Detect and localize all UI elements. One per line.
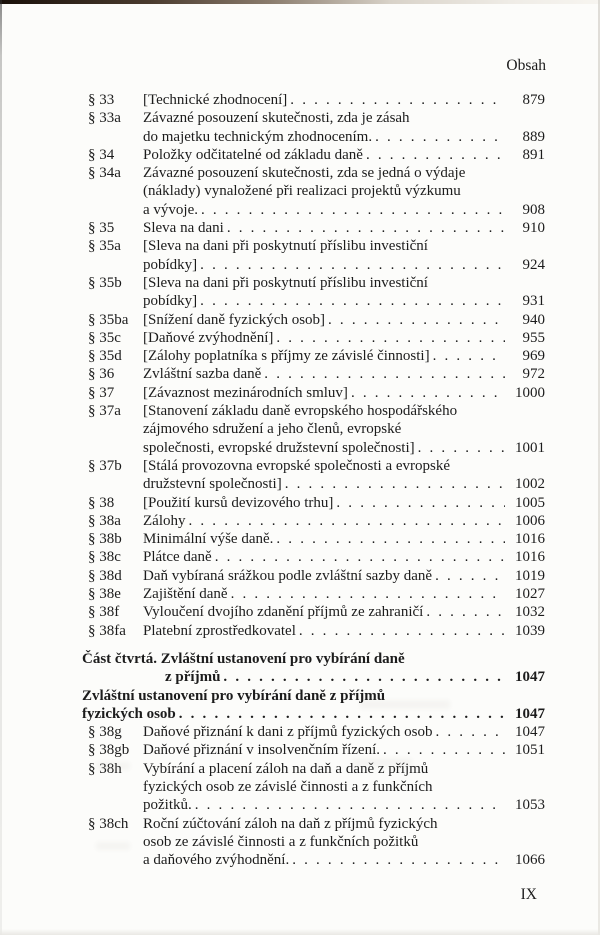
toc-entry: [82, 91, 545, 109]
entry-body: [143, 402, 545, 457]
entry-body: [82, 650, 545, 687]
entry-line: [143, 219, 545, 237]
dot-leader: [276, 329, 505, 347]
dot-leader: [231, 585, 505, 603]
dot-leader: [292, 851, 505, 869]
entry-body: [143, 494, 545, 512]
entry-title-text: [Sleva na dani při poskytnutí příslibu investiční: [143, 238, 428, 255]
entry-page-number: 1047: [515, 724, 545, 741]
entry-body: [143, 91, 545, 109]
scan-bleedthrough-artifact: [352, 758, 412, 767]
entry-line: [143, 109, 545, 127]
entry-title-text: společnosti, evropské družstevní společnosti]: [143, 439, 415, 456]
entry-page-number: 1047: [515, 669, 545, 686]
entry-page-number: 1039: [515, 622, 545, 639]
section-label: § 35c: [88, 329, 121, 346]
entry-line: [143, 256, 545, 274]
entry-line: [143, 237, 545, 255]
entry-line: [143, 833, 545, 851]
toc-entry: [82, 109, 545, 146]
entry-title-text: Sleva na dani: [143, 220, 224, 237]
dot-leader: [264, 365, 505, 383]
scan-edge-bottom: [0, 929, 600, 935]
entry-title-text: [Stanovení základu daně evropského hospodářského: [143, 403, 458, 420]
entry-body: [143, 622, 545, 640]
entry-title-text: Vyloučení dvojího zdanění příjmů ze zahraničí: [143, 604, 424, 621]
dot-leader: [351, 384, 505, 402]
entry-page-number: 1027: [515, 586, 545, 603]
entry-page-number: 910: [522, 220, 545, 237]
entry-title-text: Zajištění daně: [143, 586, 228, 603]
entry-page-number: 1032: [515, 604, 545, 621]
entry-line: [143, 439, 545, 457]
entry-line: [143, 274, 545, 292]
entry-body: [143, 311, 545, 329]
section-label: § 35a: [88, 238, 121, 255]
toc-part-heading: [82, 650, 545, 687]
running-header: [0, 0, 600, 75]
dot-leader: [366, 146, 505, 164]
dot-leader: [418, 439, 505, 457]
dot-leader: [201, 201, 505, 219]
entry-line: [143, 91, 545, 109]
entry-line: [143, 201, 545, 219]
entry-body: [143, 347, 545, 365]
entry-body: [143, 164, 545, 219]
entry-page-number: 924: [522, 256, 545, 273]
toc-entry: [82, 219, 545, 237]
entry-page-number: 1053: [515, 797, 545, 814]
entry-line: [143, 796, 545, 814]
entry-title-text: zájmového sdružení a jeho členů, evropské: [143, 421, 402, 438]
entry-title-text: fyzických osob ze závislé činnosti a z funkčních: [143, 778, 433, 795]
section-label: § 38d: [88, 567, 122, 584]
section-label: § 38ch: [88, 815, 129, 832]
entry-line: [143, 778, 545, 796]
entry-line: [82, 650, 545, 668]
running-header-title: Obsah: [506, 57, 546, 74]
entry-line: [143, 548, 545, 566]
entry-title-text: pobídky]: [143, 293, 198, 310]
section-label: § 38gb: [88, 742, 130, 759]
entry-body: [143, 741, 545, 759]
entry-line: [143, 475, 545, 493]
toc-entry: [82, 146, 545, 164]
entry-page-number: 889: [522, 128, 545, 145]
entry-page-number: 1016: [515, 531, 545, 548]
scan-bleedthrough-artifact: [96, 762, 130, 770]
section-label: § 38e: [88, 586, 121, 603]
entry-line: [82, 687, 545, 705]
entry-title-text: pobídky]: [143, 256, 198, 273]
section-label: § 34a: [88, 165, 121, 182]
section-label: § 35b: [88, 274, 122, 291]
entry-page-number: 1051: [515, 742, 545, 759]
page-number: IX: [520, 886, 537, 904]
section-label: § 38c: [88, 549, 121, 566]
entry-line: [82, 668, 545, 686]
dot-leader: [200, 256, 505, 274]
section-label: § 33: [88, 92, 115, 108]
dot-leader: [285, 475, 505, 493]
toc-entry: [82, 311, 545, 329]
entry-line: [143, 365, 545, 383]
toc-entry: [82, 274, 545, 311]
entry-title-text: [Stálá provozovna evropské společnosti a evropské: [143, 457, 450, 474]
scan-bleedthrough-artifact: [96, 842, 130, 850]
entry-body: [143, 329, 545, 347]
dot-leader: [426, 603, 505, 621]
entry-title-text: Daň vybíraná srážkou podle zvláštní sazby daně: [143, 567, 433, 584]
entry-page-number: 1006: [515, 512, 545, 529]
dot-leader: [299, 622, 505, 640]
entry-body: [143, 274, 545, 311]
entry-line: [143, 494, 545, 512]
entry-page-number: 972: [522, 366, 545, 383]
entry-title-text: [Závaznost mezinárodních smluv]: [143, 384, 348, 401]
toc-entry: [82, 347, 545, 365]
page-footer: [0, 885, 537, 904]
entry-line: [143, 622, 545, 640]
section-label: § 37b: [88, 457, 122, 474]
toc-entry: [82, 384, 545, 402]
entry-line: [143, 723, 545, 741]
entry-line: [143, 512, 545, 530]
section-label: § 37: [88, 384, 115, 401]
toc-entry: [82, 365, 545, 383]
dot-leader: [195, 796, 505, 814]
entry-title-text: Platební zprostředkovatel: [143, 622, 296, 639]
entry-title-text: Zvláštní ustanovení pro vybírání daně z příjmů: [82, 687, 386, 704]
entry-page-number: 940: [522, 311, 545, 328]
entry-page-number: 1001: [515, 439, 545, 456]
entry-title-text: osob ze závislé činnosti a z funkčních požitků: [143, 833, 419, 850]
entry-page-number: 1000: [515, 384, 545, 401]
entry-title-text: [Daňové zvýhodnění]: [143, 329, 274, 346]
dot-leader: [435, 567, 505, 585]
entry-title-text: Roční zúčtování záloh na daň z příjmů fyzických: [143, 815, 438, 832]
section-label: § 38h: [88, 760, 122, 777]
scan-edge-left: [0, 0, 2, 935]
entry-title-text: z příjmů: [165, 669, 221, 686]
entry-line: [143, 603, 545, 621]
toc-entry: [82, 530, 545, 548]
entry-body: [143, 567, 545, 585]
entry-line: [143, 760, 545, 778]
entry-page-number: 969: [522, 348, 545, 365]
section-label: § 37a: [88, 403, 121, 420]
entry-line: [143, 329, 545, 347]
entry-title-text: družstevní společnosti]: [143, 476, 282, 493]
toc-entry: [82, 567, 545, 585]
entry-body: [143, 512, 545, 530]
entry-title-text: Daňové přiznání v insolvenčním řízení.: [143, 742, 381, 759]
entry-body: [143, 815, 545, 870]
entry-title-text: požitků.: [143, 797, 192, 814]
entry-page-number: 1047: [515, 705, 545, 722]
scan-bleedthrough-artifact: [360, 700, 450, 709]
entry-title-text: Část čtvrtá. Zvláštní ustanovení pro vybírání daně: [82, 650, 405, 667]
entry-page-number: 908: [522, 201, 545, 218]
entry-title-text: a vývoje.: [143, 201, 198, 218]
entry-title-text: a daňového zvýhodnění.: [143, 852, 290, 869]
dot-leader: [276, 530, 505, 548]
entry-page-number: 931: [522, 293, 545, 310]
entry-page-number: 1019: [515, 567, 545, 584]
entry-title-text: Plátce daně: [143, 549, 212, 566]
section-label: § 38f: [88, 604, 120, 621]
entry-line: [143, 585, 545, 603]
entry-body: [143, 603, 545, 621]
toc-entry: [82, 457, 545, 494]
section-label: § 35: [88, 220, 115, 237]
entry-title-text: do majetku technickým zhodnocením.: [143, 128, 373, 145]
entry-title-text: Minimální výše daně.: [143, 531, 274, 548]
entry-body: [143, 457, 545, 494]
entry-title-text: Závazné posouzení skutečnosti, zda se jedná o výdaje: [143, 165, 466, 182]
entry-line: [143, 567, 545, 585]
entry-title-text: (náklady) vynaložené při realizaci projektů výzkumu: [143, 183, 461, 200]
entry-body: [143, 585, 545, 603]
entry-page-number: 955: [522, 329, 545, 346]
entry-line: [143, 741, 545, 759]
entry-title-text: Daňové přiznání k dani z příjmů fyzických osob: [143, 724, 433, 741]
dot-leader: [290, 91, 505, 109]
entry-line: [143, 402, 545, 420]
entry-line: [82, 705, 545, 723]
entry-line: [143, 420, 545, 438]
toc-entry: [82, 164, 545, 219]
dot-leader: [433, 347, 505, 365]
entry-body: [143, 548, 545, 566]
toc-entry: [82, 237, 545, 274]
toc-entry: [82, 402, 545, 457]
entry-line: [143, 146, 545, 164]
entry-title-text: [Snížení daně fyzických osob]: [143, 311, 326, 328]
toc-entry: [82, 512, 545, 530]
dot-leader: [375, 128, 505, 146]
entry-body: [143, 723, 545, 741]
section-label: § 36: [88, 366, 115, 383]
entry-title-text: [Použití kursů devizového trhu]: [143, 494, 334, 511]
toc-entry: [82, 741, 545, 759]
section-label: § 34: [88, 146, 115, 163]
dot-leader: [328, 311, 505, 329]
dot-leader: [383, 741, 505, 759]
dot-leader: [200, 292, 505, 310]
table-of-contents: [82, 91, 545, 869]
entry-line: [143, 530, 545, 548]
section-label: § 38a: [88, 512, 121, 529]
entry-title-text: Zálohy: [143, 512, 186, 529]
toc-entry: [82, 548, 545, 566]
section-label: § 35d: [88, 348, 122, 365]
toc-part-heading: [82, 687, 545, 724]
dot-leader: [223, 668, 505, 686]
section-label: § 38g: [88, 724, 122, 741]
section-label: § 33a: [88, 110, 121, 127]
entry-line: [143, 128, 545, 146]
entry-body: [143, 219, 545, 237]
toc-entry: [82, 603, 545, 621]
entry-body: [143, 365, 545, 383]
entry-page-number: 1002: [515, 476, 545, 493]
entry-page-number: 1016: [515, 549, 545, 566]
entry-body: [143, 146, 545, 164]
entry-title-text: [Technické zhodnocení]: [143, 92, 288, 108]
section-label: § 38: [88, 494, 115, 511]
dot-leader: [189, 512, 506, 530]
entry-line: [143, 457, 545, 475]
dot-leader: [179, 705, 505, 723]
toc-entry: [82, 622, 545, 640]
entry-line: [143, 182, 545, 200]
entry-line: [143, 851, 545, 869]
entry-title-text: [Sleva na dani při poskytnutí příslibu investiční: [143, 274, 428, 291]
toc-entry: [82, 329, 545, 347]
entry-line: [143, 347, 545, 365]
entry-title-text: [Zálohy poplatníka s příjmy ze závislé činnosti]: [143, 348, 430, 365]
entry-body: [143, 530, 545, 548]
entry-page-number: 1005: [515, 494, 545, 511]
entry-body: [143, 384, 545, 402]
entry-page-number: 879: [522, 92, 545, 108]
entry-title-text: Závazné posouzení skutečnosti, zda je zásah: [143, 110, 410, 127]
entry-body: [82, 687, 545, 724]
toc-entry: [82, 760, 545, 815]
entry-title-text: Položky odčitatelné od základu daně: [143, 146, 363, 163]
section-label: § 35ba: [88, 311, 129, 328]
entry-body: [143, 109, 545, 146]
dot-leader: [336, 494, 505, 512]
entry-line: [143, 311, 545, 329]
entry-title-text: fyzických osob: [82, 705, 176, 722]
dot-leader: [215, 548, 505, 566]
entry-body: [143, 760, 545, 815]
entry-line: [143, 164, 545, 182]
entry-line: [143, 815, 545, 833]
section-label: § 38fa: [88, 622, 126, 639]
dot-leader: [227, 219, 505, 237]
toc-entry: [82, 723, 545, 741]
toc-entry: [82, 585, 545, 603]
dot-leader: [436, 723, 506, 741]
toc-entry: [82, 815, 545, 870]
entry-page-number: 891: [522, 146, 545, 163]
scan-edge-top: [0, 0, 600, 4]
entry-page-number: 1066: [515, 852, 545, 869]
section-label: § 38b: [88, 531, 122, 548]
entry-title-text: Vybírání a placení záloh na daň a daně z příjmů: [143, 760, 429, 777]
entry-title-text: Zvláštní sazba daně: [143, 366, 262, 383]
entry-line: [143, 384, 545, 402]
entry-line: [143, 292, 545, 310]
toc-entry: [82, 494, 545, 512]
entry-body: [143, 237, 545, 274]
